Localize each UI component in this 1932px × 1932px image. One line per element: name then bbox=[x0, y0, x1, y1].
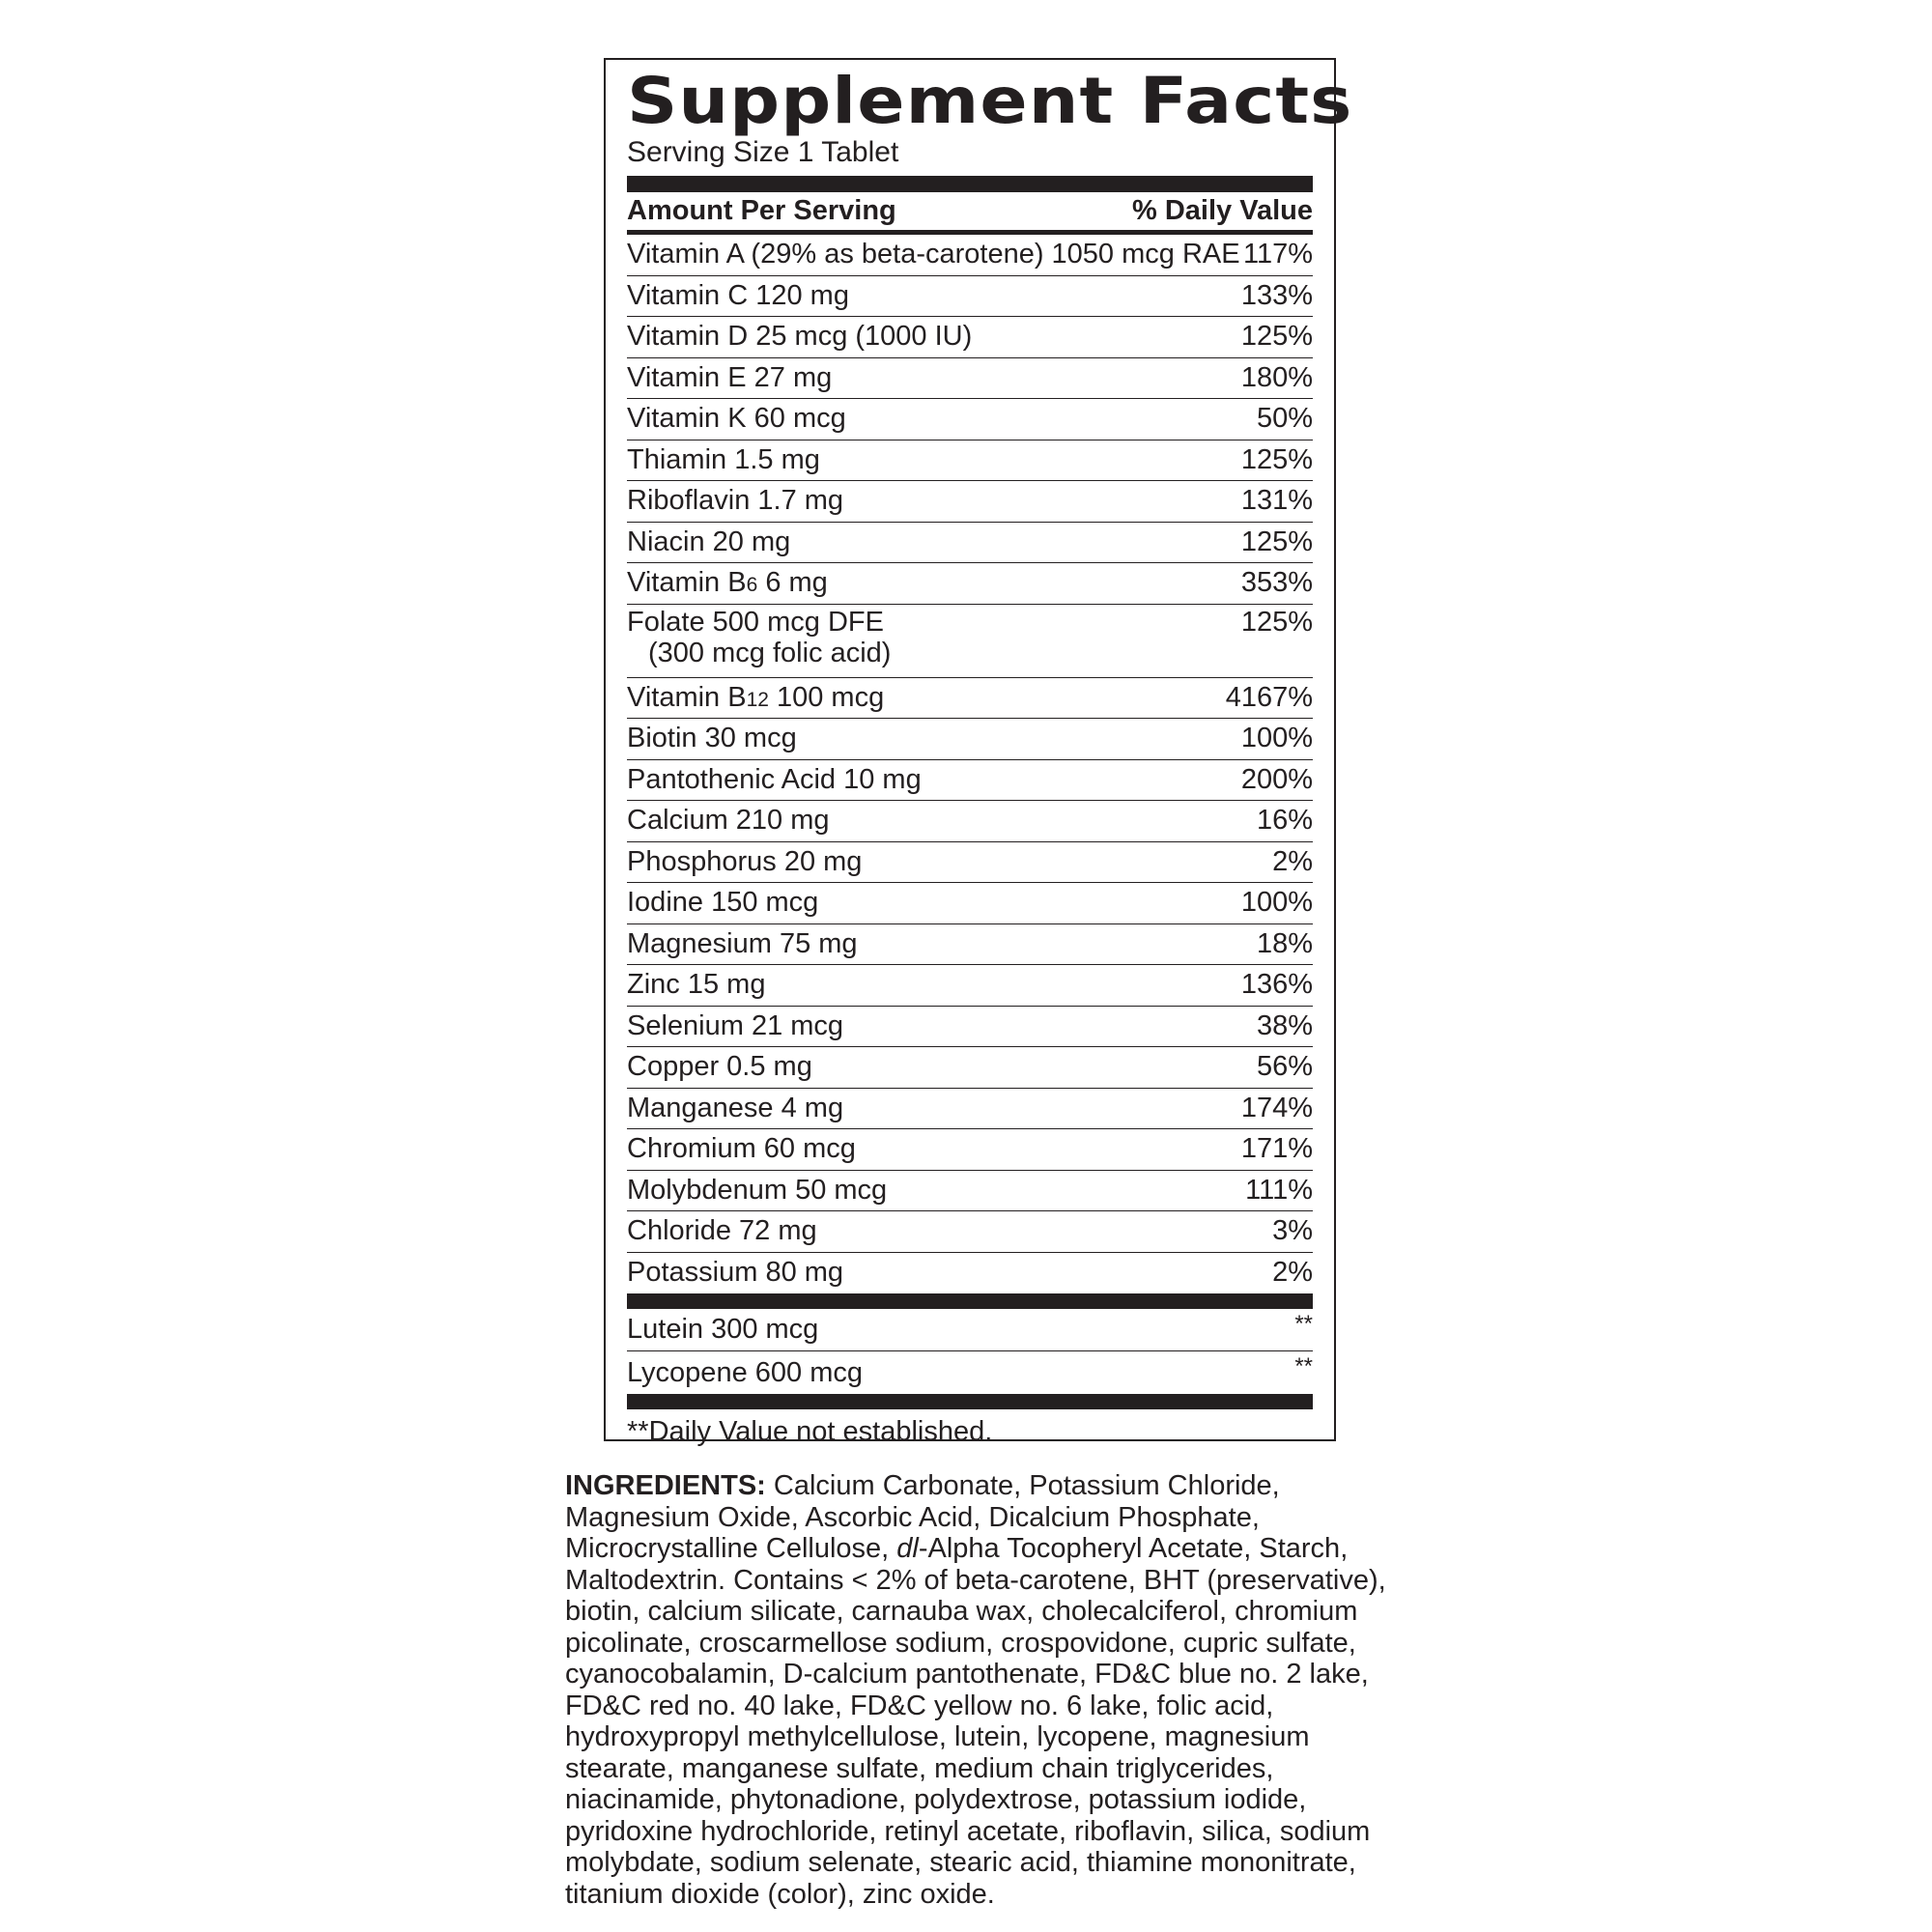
nutrient-name-sub: 12 bbox=[746, 688, 769, 711]
nutrient-dv: 56% bbox=[1256, 1051, 1313, 1083]
nutrient-row bbox=[627, 1171, 1313, 1212]
nutrient-name-line2: (300 mcg folic acid) bbox=[648, 637, 892, 668]
nutrient-name: Vitamin D 25 mcg (1000 IU) bbox=[627, 321, 973, 353]
nutrient-name: Magnesium 75 mg bbox=[627, 927, 858, 959]
nutrient-dv: 111% bbox=[1245, 1174, 1313, 1206]
ingredients-heading: INGREDIENTS: bbox=[565, 1470, 766, 1501]
nutrient-row bbox=[627, 276, 1313, 318]
extra-dv: ** bbox=[1294, 1353, 1313, 1379]
thick-divider bbox=[627, 176, 1313, 192]
nutrient-row bbox=[627, 1007, 1313, 1048]
nutrient-dv: 3% bbox=[1272, 1215, 1313, 1247]
nutrient-name-prefix: Vitamin B bbox=[627, 681, 747, 713]
dv-header: % Daily Value bbox=[1132, 195, 1313, 226]
nutrient-name-line1: Folate 500 mcg DFE bbox=[627, 606, 884, 638]
nutrient-name bbox=[627, 567, 828, 599]
ingredients-block bbox=[565, 1470, 1396, 1910]
nutrient-row bbox=[627, 1129, 1313, 1171]
nutrient-name: Manganese 4 mg bbox=[627, 1092, 844, 1123]
nutrient-row bbox=[627, 481, 1313, 523]
nutrient-dv: 18% bbox=[1256, 927, 1313, 959]
thick-divider bbox=[627, 1293, 1313, 1309]
column-header-row bbox=[627, 192, 1313, 235]
supplement-facts-inner bbox=[627, 60, 1353, 1454]
nutrient-row bbox=[627, 883, 1313, 924]
nutrient-name: Thiamin 1.5 mg bbox=[627, 443, 820, 475]
nutrient-dv: 50% bbox=[1256, 403, 1313, 435]
ingredients-text bbox=[565, 1470, 1396, 1910]
supplement-facts-panel bbox=[604, 58, 1353, 1447]
nutrient-name: Vitamin E 27 mg bbox=[627, 361, 833, 393]
nutrient-dv: 171% bbox=[1240, 1133, 1313, 1165]
nutrient-name: Biotin 30 mcg bbox=[627, 723, 797, 754]
footnote: **Daily Value not established. bbox=[627, 1416, 993, 1447]
nutrient-name: Zinc 15 mg bbox=[627, 969, 766, 1001]
nutrient-dv: 117% bbox=[1242, 239, 1313, 270]
nutrient-row bbox=[627, 358, 1313, 400]
nutrient-row bbox=[627, 801, 1313, 842]
nutrient-name: Vitamin C 120 mg bbox=[627, 279, 849, 311]
ingredients-italic: dl bbox=[896, 1533, 919, 1564]
nutrient-row bbox=[627, 440, 1313, 482]
extra-name: Lycopene 600 mcg bbox=[627, 1356, 863, 1388]
extra-row bbox=[627, 1351, 1313, 1394]
nutrient-dv: 125% bbox=[1240, 321, 1313, 353]
nutrient-name: Calcium 210 mg bbox=[627, 805, 830, 837]
nutrient-name: Chloride 72 mg bbox=[627, 1215, 817, 1247]
nutrient-row bbox=[627, 563, 1313, 605]
nutrient-dv: 133% bbox=[1240, 279, 1313, 311]
nutrient-row bbox=[627, 1047, 1313, 1089]
nutrient-name: Chromium 60 mcg bbox=[627, 1133, 856, 1165]
ingredients-part1: Calcium Carbonate, Potassium Chloride, Magnesium Oxide, Ascorbic Acid, Dicalcium Phosphate, Microcrystalline Cellulose, bbox=[565, 1470, 1280, 1564]
extra-name: Lutein 300 mcg bbox=[627, 1314, 819, 1345]
nutrient-dv: 100% bbox=[1240, 887, 1313, 919]
nutrient-dv: 38% bbox=[1256, 1009, 1313, 1041]
nutrient-name: Molybdenum 50 mcg bbox=[627, 1174, 888, 1206]
nutrient-name-prefix: Vitamin B bbox=[627, 567, 747, 599]
nutrient-row bbox=[627, 924, 1313, 966]
nutrient-name: Copper 0.5 mg bbox=[627, 1051, 812, 1083]
nutrient-name: Iodine 150 mcg bbox=[627, 887, 819, 919]
nutrient-row bbox=[627, 719, 1313, 760]
nutrient-name: Selenium 21 mcg bbox=[627, 1009, 844, 1041]
nutrient-dv: 136% bbox=[1240, 969, 1313, 1001]
serving-size: Serving Size 1 Tablet bbox=[627, 136, 899, 168]
nutrient-dv: 131% bbox=[1240, 485, 1313, 517]
nutrient-dv: 200% bbox=[1240, 763, 1313, 795]
nutrient-dv: 4167% bbox=[1225, 681, 1313, 713]
nutrient-name: Phosphorus 20 mg bbox=[627, 845, 863, 877]
nutrient-dv: 2% bbox=[1272, 845, 1313, 877]
nutrient-dv: 125% bbox=[1240, 526, 1313, 557]
nutrient-dv: 125% bbox=[1240, 443, 1313, 475]
nutrient-name: Vitamin K 60 mcg bbox=[627, 403, 846, 435]
nutrient-row bbox=[627, 965, 1313, 1007]
nutrient-dv: 353% bbox=[1240, 567, 1313, 599]
extra-row bbox=[627, 1309, 1313, 1351]
amount-header: Amount Per Serving bbox=[627, 195, 896, 226]
nutrient-row bbox=[627, 1211, 1313, 1253]
nutrient-row bbox=[627, 523, 1313, 564]
nutrient-name-suffix: 6 mg bbox=[757, 567, 828, 599]
nutrient-dv: 180% bbox=[1240, 361, 1313, 393]
nutrient-row bbox=[627, 678, 1313, 720]
nutrient-dv: 16% bbox=[1256, 805, 1313, 837]
nutrient-row bbox=[627, 842, 1313, 884]
nutrient-name: Vitamin A (29% as beta-carotene) 1050 mcg RAE bbox=[627, 239, 1240, 270]
thick-divider bbox=[627, 1394, 1313, 1409]
nutrient-name bbox=[627, 607, 891, 668]
nutrient-name: Riboflavin 1.7 mg bbox=[627, 485, 844, 517]
nutrient-row bbox=[627, 605, 1313, 678]
nutrient-dv: 174% bbox=[1240, 1092, 1313, 1123]
nutrient-row bbox=[627, 399, 1313, 440]
nutrient-row bbox=[627, 1089, 1313, 1130]
label-title: Supplement Facts bbox=[627, 64, 1353, 138]
ingredients-part2: -Alpha Tocopheryl Acetate, Starch, Maltodextrin. Contains < 2% of beta-carotene, BHT (preservative), biotin, calcium silicate, carnauba wax, cholecalciferol, chromium picolinate, croscarmellose sodium, crospovidone, cupric sulfate, cyanocobalamin, D-calcium pantothenate, FD&C blue no. 2 lake, FD&C red no. 40 lake, FD&C yellow no. 6 lake, folic acid, hydroxypropyl methylcellulose, lutein, lycopene, magnesium stearate, manganese sulfate, medium chain triglycerides, niacinamide, phytonadione, polydextrose, potassium iodide, pyridoxine hydrochloride, retinyl acetate, riboflavin, silica, sodium molybdate, sodium selenate, stearic acid, thiamine mononitrate, titanium dioxide (color), zinc oxide. bbox=[565, 1533, 1386, 1910]
nutrient-name: Niacin 20 mg bbox=[627, 526, 791, 557]
nutrient-name-suffix: 100 mcg bbox=[768, 681, 885, 713]
nutrient-row bbox=[627, 317, 1313, 358]
nutrient-name: Pantothenic Acid 10 mg bbox=[627, 763, 922, 795]
nutrient-name-sub: 6 bbox=[746, 574, 758, 597]
nutrient-dv: 2% bbox=[1272, 1257, 1313, 1289]
extra-dv: ** bbox=[1294, 1311, 1313, 1337]
nutrient-dv: 100% bbox=[1240, 723, 1313, 754]
nutrient-row bbox=[627, 1253, 1313, 1294]
nutrient-name bbox=[627, 682, 884, 714]
nutrient-row bbox=[627, 235, 1313, 276]
nutrient-dv: 125% bbox=[1240, 606, 1313, 638]
nutrient-name: Potassium 80 mg bbox=[627, 1257, 844, 1289]
nutrient-row bbox=[627, 760, 1313, 802]
